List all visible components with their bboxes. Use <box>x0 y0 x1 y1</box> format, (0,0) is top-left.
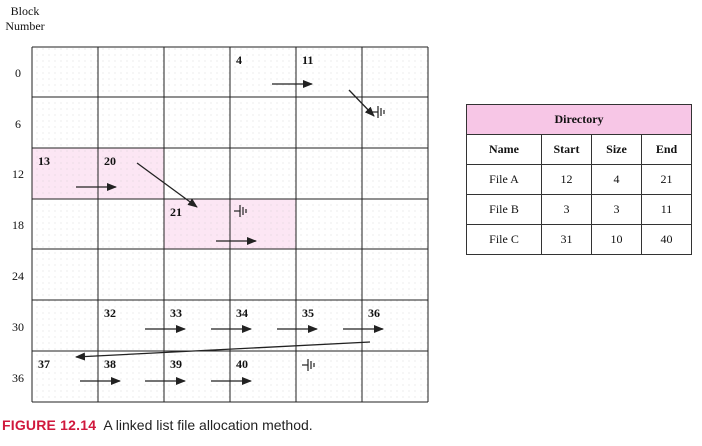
directory-column-header: Name <box>467 135 542 165</box>
directory-cell: File C <box>467 225 542 255</box>
row-label: 30 <box>12 320 24 334</box>
block-label: 11 <box>302 53 314 67</box>
directory-table <box>466 104 692 255</box>
directory-cell: 10 <box>592 225 642 255</box>
block-label: 4 <box>236 53 242 67</box>
directory-cell: 4 <box>592 165 642 195</box>
row-label: 24 <box>12 269 24 283</box>
directory-cell: 40 <box>642 225 692 255</box>
block-label: 40 <box>236 357 248 371</box>
block-label: 36 <box>368 306 380 320</box>
directory-column-header: End <box>642 135 692 165</box>
row-label: 36 <box>12 371 24 385</box>
directory-cell: File B <box>467 195 542 225</box>
block-number-header-line-2: Number <box>5 19 45 33</box>
directory-cell: 21 <box>642 165 692 195</box>
figure-caption-text: A linked list file allocation method. <box>103 417 313 433</box>
block-label: 34 <box>236 306 248 320</box>
directory-cell: File A <box>467 165 542 195</box>
block-label: 20 <box>104 154 116 168</box>
row-label: 0 <box>15 66 21 80</box>
block-label: 39 <box>170 357 182 371</box>
directory-row <box>467 195 692 225</box>
block-label: 21 <box>170 205 182 219</box>
directory-cell: 11 <box>642 195 692 225</box>
row-label: 6 <box>15 117 21 131</box>
row-label: 12 <box>12 167 24 181</box>
directory-cell: 12 <box>542 165 592 195</box>
directory-column-header: Size <box>592 135 642 165</box>
directory-row <box>467 165 692 195</box>
block-label: 37 <box>38 357 50 371</box>
directory-row <box>467 225 692 255</box>
block-label: 35 <box>302 306 314 320</box>
directory-title: Directory <box>467 105 692 135</box>
block-label: 33 <box>170 306 182 320</box>
directory-cell: 3 <box>542 195 592 225</box>
directory-cell: 31 <box>542 225 592 255</box>
figure-label: FIGURE 12.14 <box>2 417 97 433</box>
block-number-header-line-1: Block <box>10 4 40 18</box>
block-label: 13 <box>38 154 50 168</box>
figure-caption <box>2 417 313 433</box>
row-label: 18 <box>12 218 24 232</box>
directory-cell: 3 <box>592 195 642 225</box>
block-label: 32 <box>104 306 116 320</box>
directory-column-header: Start <box>542 135 592 165</box>
block-label: 38 <box>104 357 116 371</box>
